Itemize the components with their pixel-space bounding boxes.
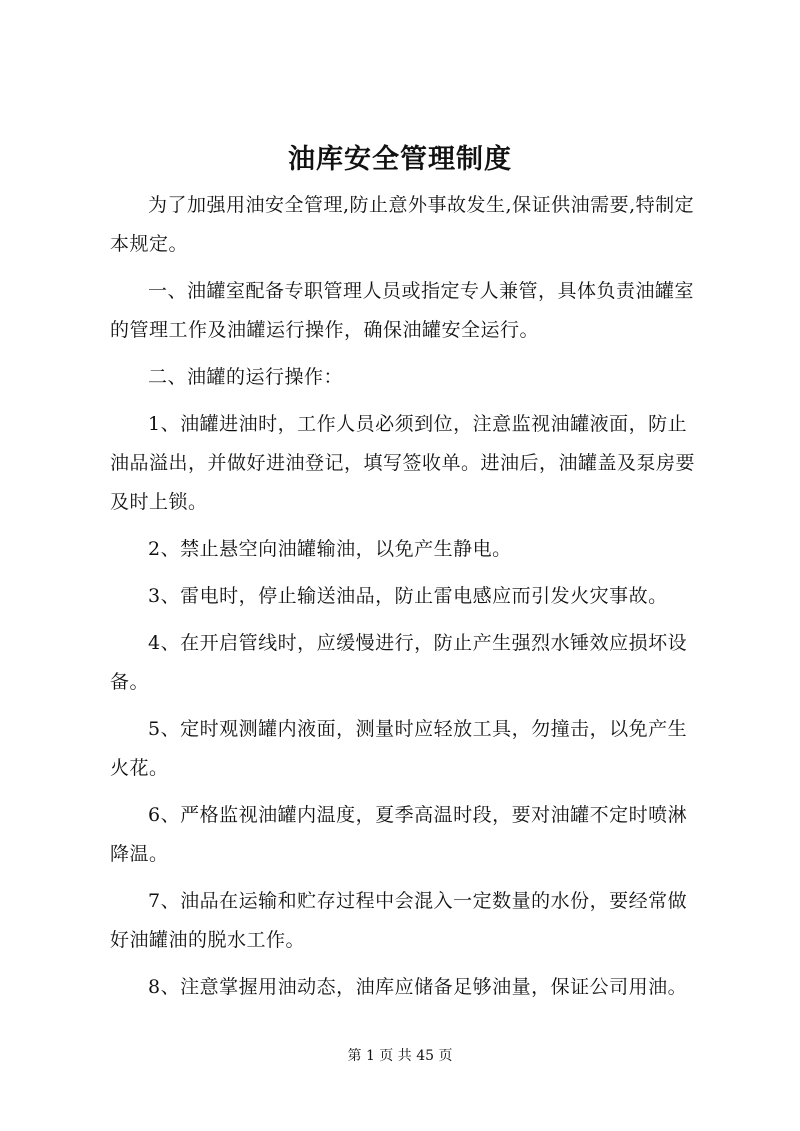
paragraph-item-2: 2、禁止悬空向油罐输油，以免产生静电。 (148, 538, 512, 560)
paragraph-item-4: 4、在开启管线时，应缓慢进行，防止产生强烈水锤效应损坏设备。 (110, 632, 688, 693)
paragraph-item-1: 1、油罐进油时，工作人员必须到位，注意监视油罐液面，防止油品溢出，并做好进油登记，填写签收单。进油后，油罐盖及泵房要及时上锁。 (110, 413, 696, 513)
document-body (110, 186, 700, 1015)
document-title: 油库安全管理制度 (288, 144, 512, 175)
page-number-footer: 第 1 页 共 45 页 (347, 1048, 453, 1064)
paragraph-section-2: 二、油罐的运行操作： (148, 366, 344, 388)
paragraph-item-6: 6、严格监视油罐内温度，夏季高温时段，要对油罐不定时喷淋降温。 (110, 804, 688, 865)
paragraph-section-1: 一、油罐室配备专职管理人员或指定专人兼管，具体负责油罐室的管理工作及油罐运行操作，确保油罐安全运行。 (110, 280, 695, 341)
paragraph-item-7: 7、油品在运输和贮存过程中会混入一定数量的水份，要经常做好油罐油的脱水工作。 (110, 890, 688, 951)
paragraph-item-5: 5、定时观测罐内液面，测量时应轻放工具，勿撞击，以免产生火花。 (110, 718, 688, 779)
paragraph-intro: 为了加强用油安全管理,防止意外事故发生,保证供油需要,特制定本规定。 (110, 194, 695, 255)
paragraph-item-8: 8、注意掌握用油动态，油库应储备足够油量，保证公司用油。 (148, 976, 688, 998)
paragraph-item-3: 3、雷电时，停止输送油品，防止雷电感应而引发火灾事故。 (148, 585, 668, 607)
